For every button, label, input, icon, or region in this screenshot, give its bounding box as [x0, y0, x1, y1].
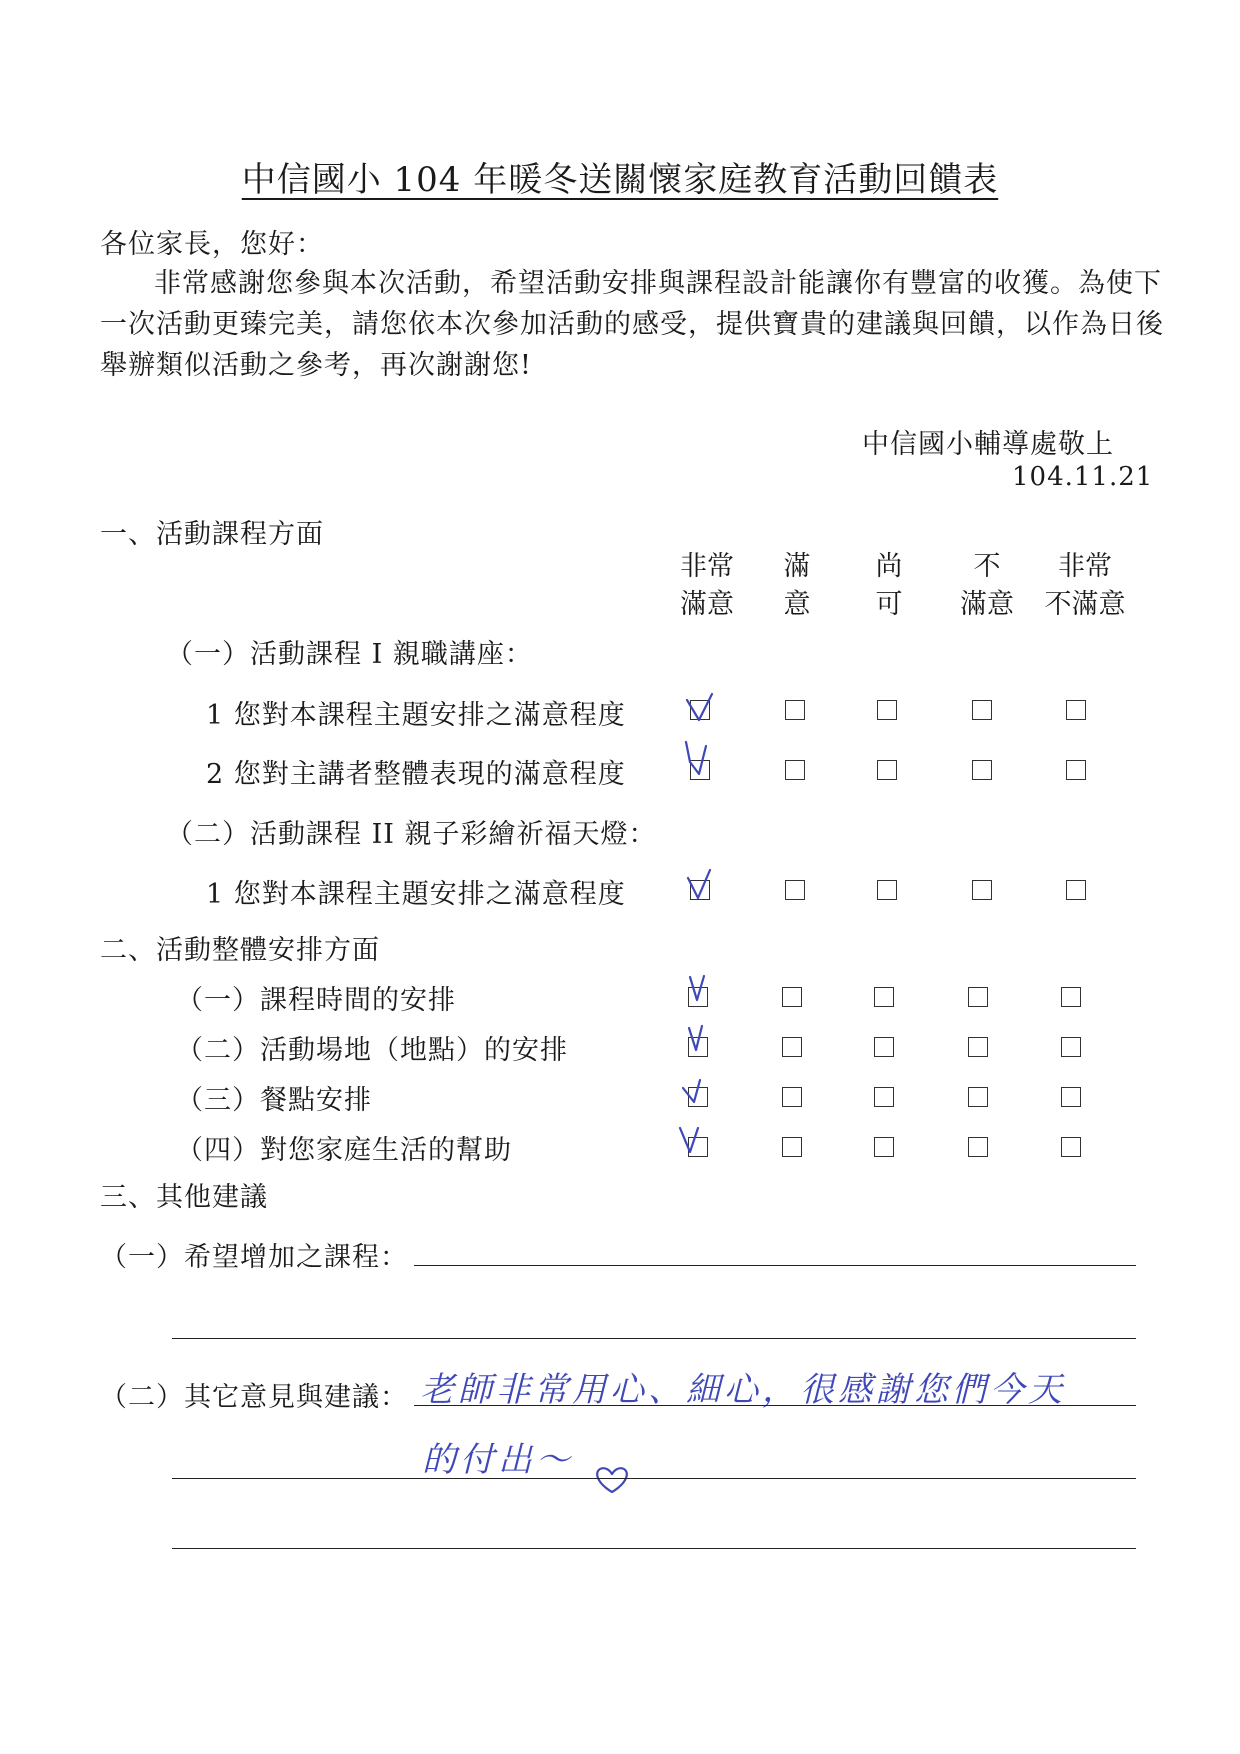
q1-label: （一）希望增加之課程：: [100, 1242, 408, 1273]
course2-item1-acceptable-checkbox[interactable]: [877, 880, 897, 900]
section2-item1-acceptable-checkbox[interactable]: [874, 987, 894, 1007]
course1-item1-dissatisfied-checkbox[interactable]: [972, 700, 992, 720]
section2-item2-very-satisfied-checkbox[interactable]: [688, 1037, 708, 1057]
section2-item4-very-dissatisfied-checkbox[interactable]: [1061, 1137, 1081, 1157]
course1-item2-very-dissatisfied-checkbox[interactable]: [1066, 760, 1086, 780]
q2-label: （二）其它意見與建議：: [100, 1382, 408, 1413]
date: 104.11.21: [1012, 462, 1154, 492]
col-acceptable: 尚 可: [875, 551, 903, 620]
intro-paragraph: 非常感謝您參與本次活動，希望活動安排與課程設計能讓你有豐富的收獲。為使下一次活動更臻完美，請您依本次參加活動的感受，提供寶貴的建議與回饋，以作為日後舉辦類似活動之參考，再次謝謝您!: [100, 268, 1164, 381]
section1-heading: 一、活動課程方面: [100, 519, 324, 550]
col-very-satisfied: 非常 滿意: [680, 551, 734, 620]
course2-item1-label: 1 您對本課程主題安排之滿意程度: [206, 879, 626, 910]
section2-item4-dissatisfied-checkbox[interactable]: [968, 1137, 988, 1157]
section2-item1-label: （一）課程時間的安排: [176, 985, 456, 1016]
section2-item4-label: （四）對您家庭生活的幫助: [176, 1135, 512, 1166]
course2-heading: （二）活動課程 II 親子彩繪祈福天燈：: [166, 819, 657, 850]
course1-item1-very-dissatisfied-checkbox[interactable]: [1066, 700, 1086, 720]
section2-item4-satisfied-checkbox[interactable]: [782, 1137, 802, 1157]
section2-item3-very-satisfied-checkbox[interactable]: [688, 1087, 708, 1107]
q2-answer-line2[interactable]: 的付出～: [422, 1440, 574, 1480]
course2-item1-dissatisfied-checkbox[interactable]: [972, 880, 992, 900]
course1-item1-label: 1 您對本課程主題安排之滿意程度: [206, 700, 626, 731]
course1-heading: （一）活動課程 I 親職講座：: [166, 639, 533, 670]
course1-item1-acceptable-checkbox[interactable]: [877, 700, 897, 720]
course1-item2-very-satisfied-checkbox[interactable]: [690, 760, 710, 780]
col-very-dissatisfied: 非常 不滿意: [1044, 551, 1126, 620]
course1-item2-acceptable-checkbox[interactable]: [877, 760, 897, 780]
section2-item3-acceptable-checkbox[interactable]: [874, 1087, 894, 1107]
section2-heading: 二、活動整體安排方面: [100, 935, 380, 966]
q2-answer-line-3[interactable]: [172, 1548, 1136, 1549]
section2-item2-acceptable-checkbox[interactable]: [874, 1037, 894, 1057]
q2-answer-line1[interactable]: 老師非常用心、細心，很感謝您們今天: [420, 1370, 1066, 1410]
course2-item1-very-dissatisfied-checkbox[interactable]: [1066, 880, 1086, 900]
section2-item4-very-satisfied-checkbox[interactable]: [688, 1137, 708, 1157]
section2-item3-very-dissatisfied-checkbox[interactable]: [1061, 1087, 1081, 1107]
q1-answer-line[interactable]: [414, 1265, 1136, 1266]
course1-item1-satisfied-checkbox[interactable]: [785, 700, 805, 720]
greeting: 各位家長，您好：: [100, 229, 324, 260]
section2-item2-satisfied-checkbox[interactable]: [782, 1037, 802, 1057]
section2-item1-dissatisfied-checkbox[interactable]: [968, 987, 988, 1007]
course2-item1-very-satisfied-checkbox[interactable]: [690, 880, 710, 900]
section2-item1-satisfied-checkbox[interactable]: [782, 987, 802, 1007]
course1-item2-dissatisfied-checkbox[interactable]: [972, 760, 992, 780]
form-title: 中信國小 104 年暖冬送關懷家庭教育活動回饋表: [241, 160, 999, 200]
section2-item1-very-dissatisfied-checkbox[interactable]: [1061, 987, 1081, 1007]
section2-item3-satisfied-checkbox[interactable]: [782, 1087, 802, 1107]
section2-item2-dissatisfied-checkbox[interactable]: [968, 1037, 988, 1057]
signature: 中信國小輔導處敬上: [862, 429, 1114, 460]
section2-item1-very-satisfied-checkbox[interactable]: [688, 987, 708, 1007]
course1-item1-very-satisfied-checkbox[interactable]: [690, 700, 710, 720]
q1-answer-line-2[interactable]: [172, 1338, 1136, 1339]
course2-item1-satisfied-checkbox[interactable]: [785, 880, 805, 900]
q2-answer-line-2[interactable]: [172, 1478, 1136, 1479]
section2-item2-very-dissatisfied-checkbox[interactable]: [1061, 1037, 1081, 1057]
q2-answer-line[interactable]: [414, 1405, 1136, 1406]
course1-item2-satisfied-checkbox[interactable]: [785, 760, 805, 780]
section2-item3-dissatisfied-checkbox[interactable]: [968, 1087, 988, 1107]
section2-item3-label: （三）餐點安排: [176, 1085, 372, 1116]
section2-item4-acceptable-checkbox[interactable]: [874, 1137, 894, 1157]
section3-heading: 三、其他建議: [100, 1182, 268, 1213]
col-satisfied: 滿 意: [783, 551, 811, 620]
section2-item2-label: （二）活動場地（地點）的安排: [176, 1035, 568, 1066]
course1-item2-label: 2 您對主講者整體表現的滿意程度: [206, 759, 626, 790]
col-dissatisfied: 不 滿意: [960, 551, 1014, 620]
